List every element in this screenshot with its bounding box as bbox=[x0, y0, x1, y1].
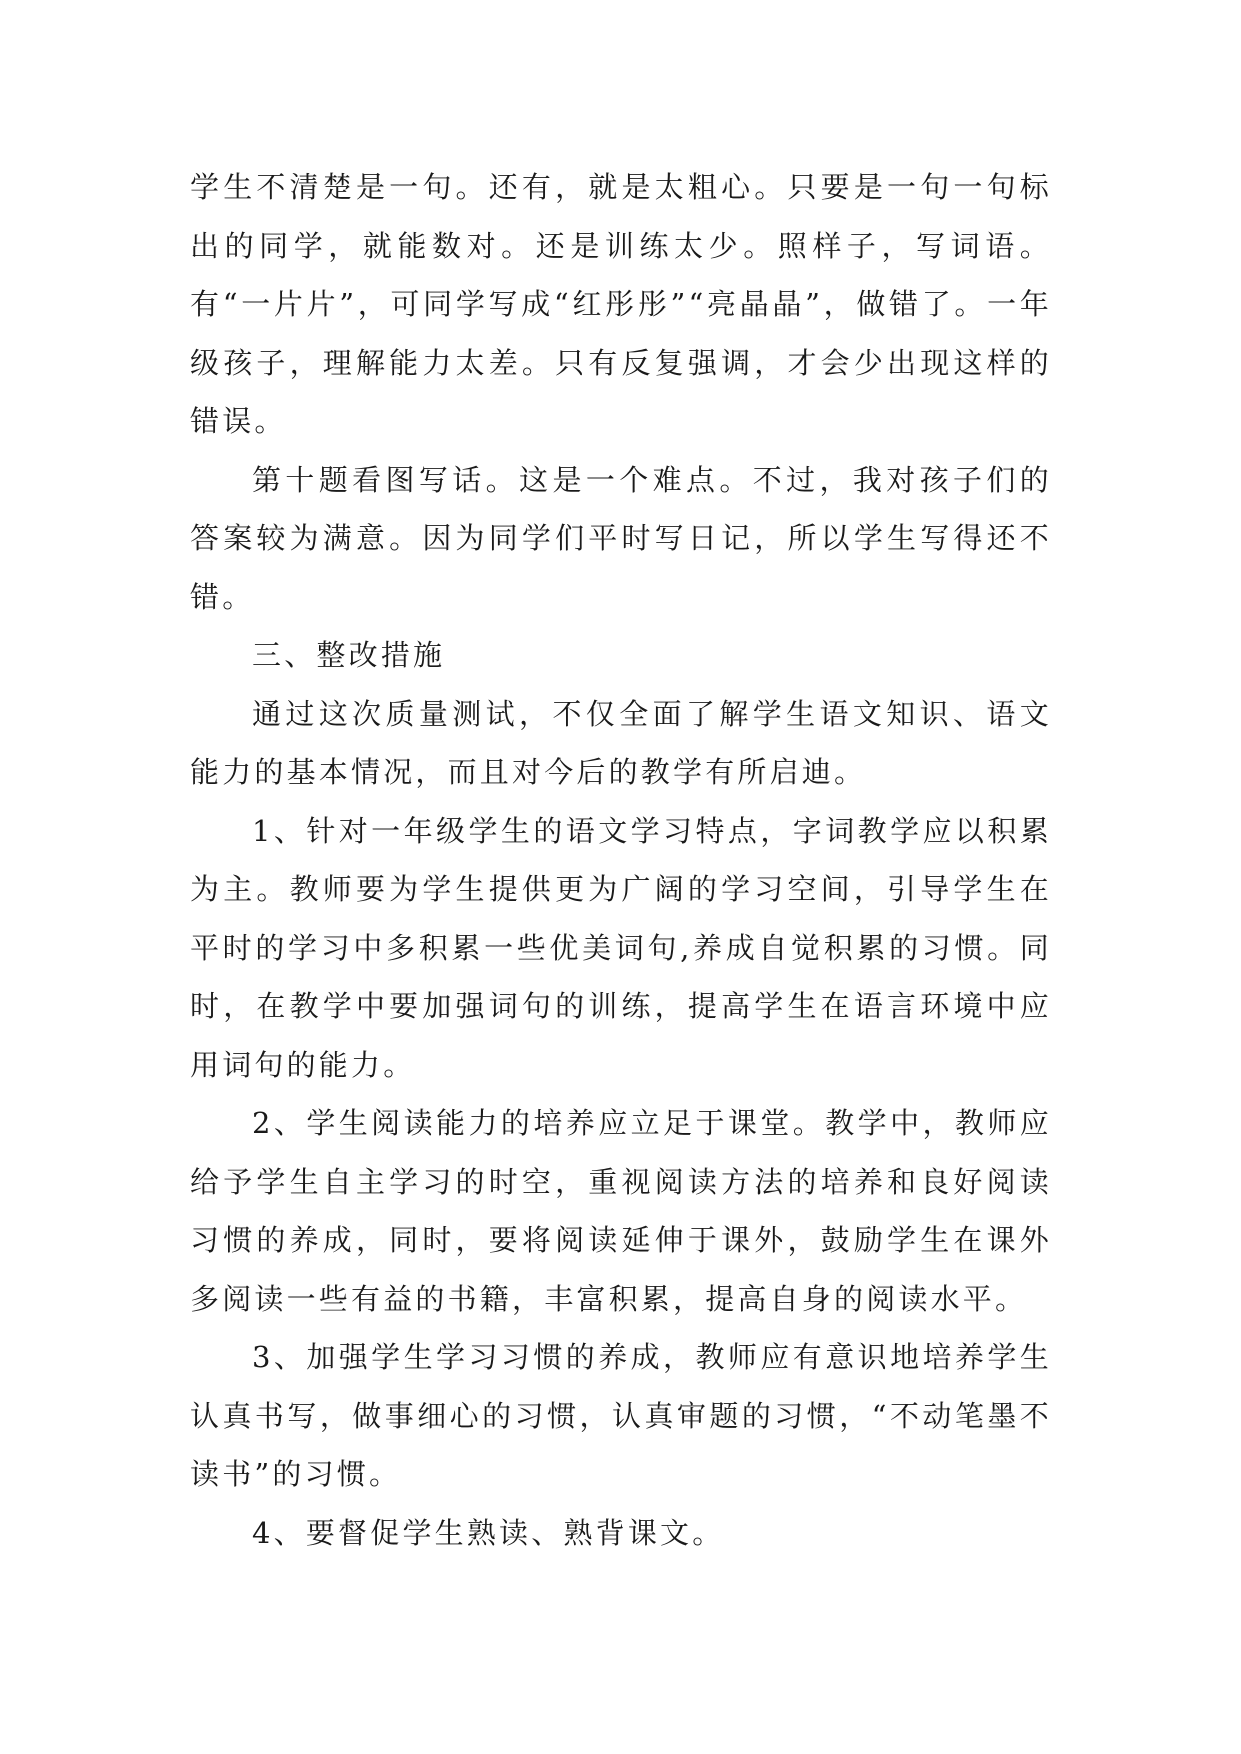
paragraph-continuation: 学生不清楚是一句。还有，就是太粗心。只要是一句一句标出的同学，就能数对。还是训练太少。照样子，写词语。有“一片片”，可同学写成“红彤彤”“亮晶晶”，做错了。一年级孩子，理解能力太差。只有反复强调，才会少出现这样的错误。 bbox=[190, 170, 1052, 438]
paragraph-measure-3: 3、加强学生学习习惯的养成，教师应有意识地培养学生认真书写，做事细心的习惯，认真审题的习惯，“不动笔墨不读书”的习惯。 bbox=[190, 1340, 1052, 1491]
paragraph-measure-1: 1、针对一年级学生的语文学习特点，字词教学应以积累为主。教师要为学生提供更为广阔的学习空间，引导学生在平时的学习中多积累一些优美词句,养成自觉积累的习惯。同时，在教学中要加强词句的训练，提高学生在语言环境中应用词句的能力。 bbox=[190, 813, 1052, 1082]
section-heading-rectification-measures: 三、整改措施 bbox=[252, 638, 446, 672]
paragraph-measure-2: 2、学生阅读能力的培养应立足于课堂。教学中，教师应给予学生自主学习的时空，重视阅读方法的培养和良好阅读习惯的养成，同时，要将阅读延伸于课外，鼓励学生在课外多阅读一些有益的书籍，丰富积累，提高自身的阅读水平。 bbox=[190, 1106, 1052, 1316]
paragraph-measure-4: 4、要督促学生熟读、熟背课文。 bbox=[252, 1515, 725, 1550]
paragraph-intro: 通过这次质量测试，不仅全面了解学生语文知识、语文能力的基本情况，而且对今后的教学有所启迪。 bbox=[190, 696, 1052, 789]
document-body bbox=[190, 158, 1052, 1562]
paragraph-question-ten: 第十题看图写话。这是一个难点。不过，我对孩子们的答案较为满意。因为同学们平时写日记，所以学生写得还不错。 bbox=[190, 462, 1052, 614]
